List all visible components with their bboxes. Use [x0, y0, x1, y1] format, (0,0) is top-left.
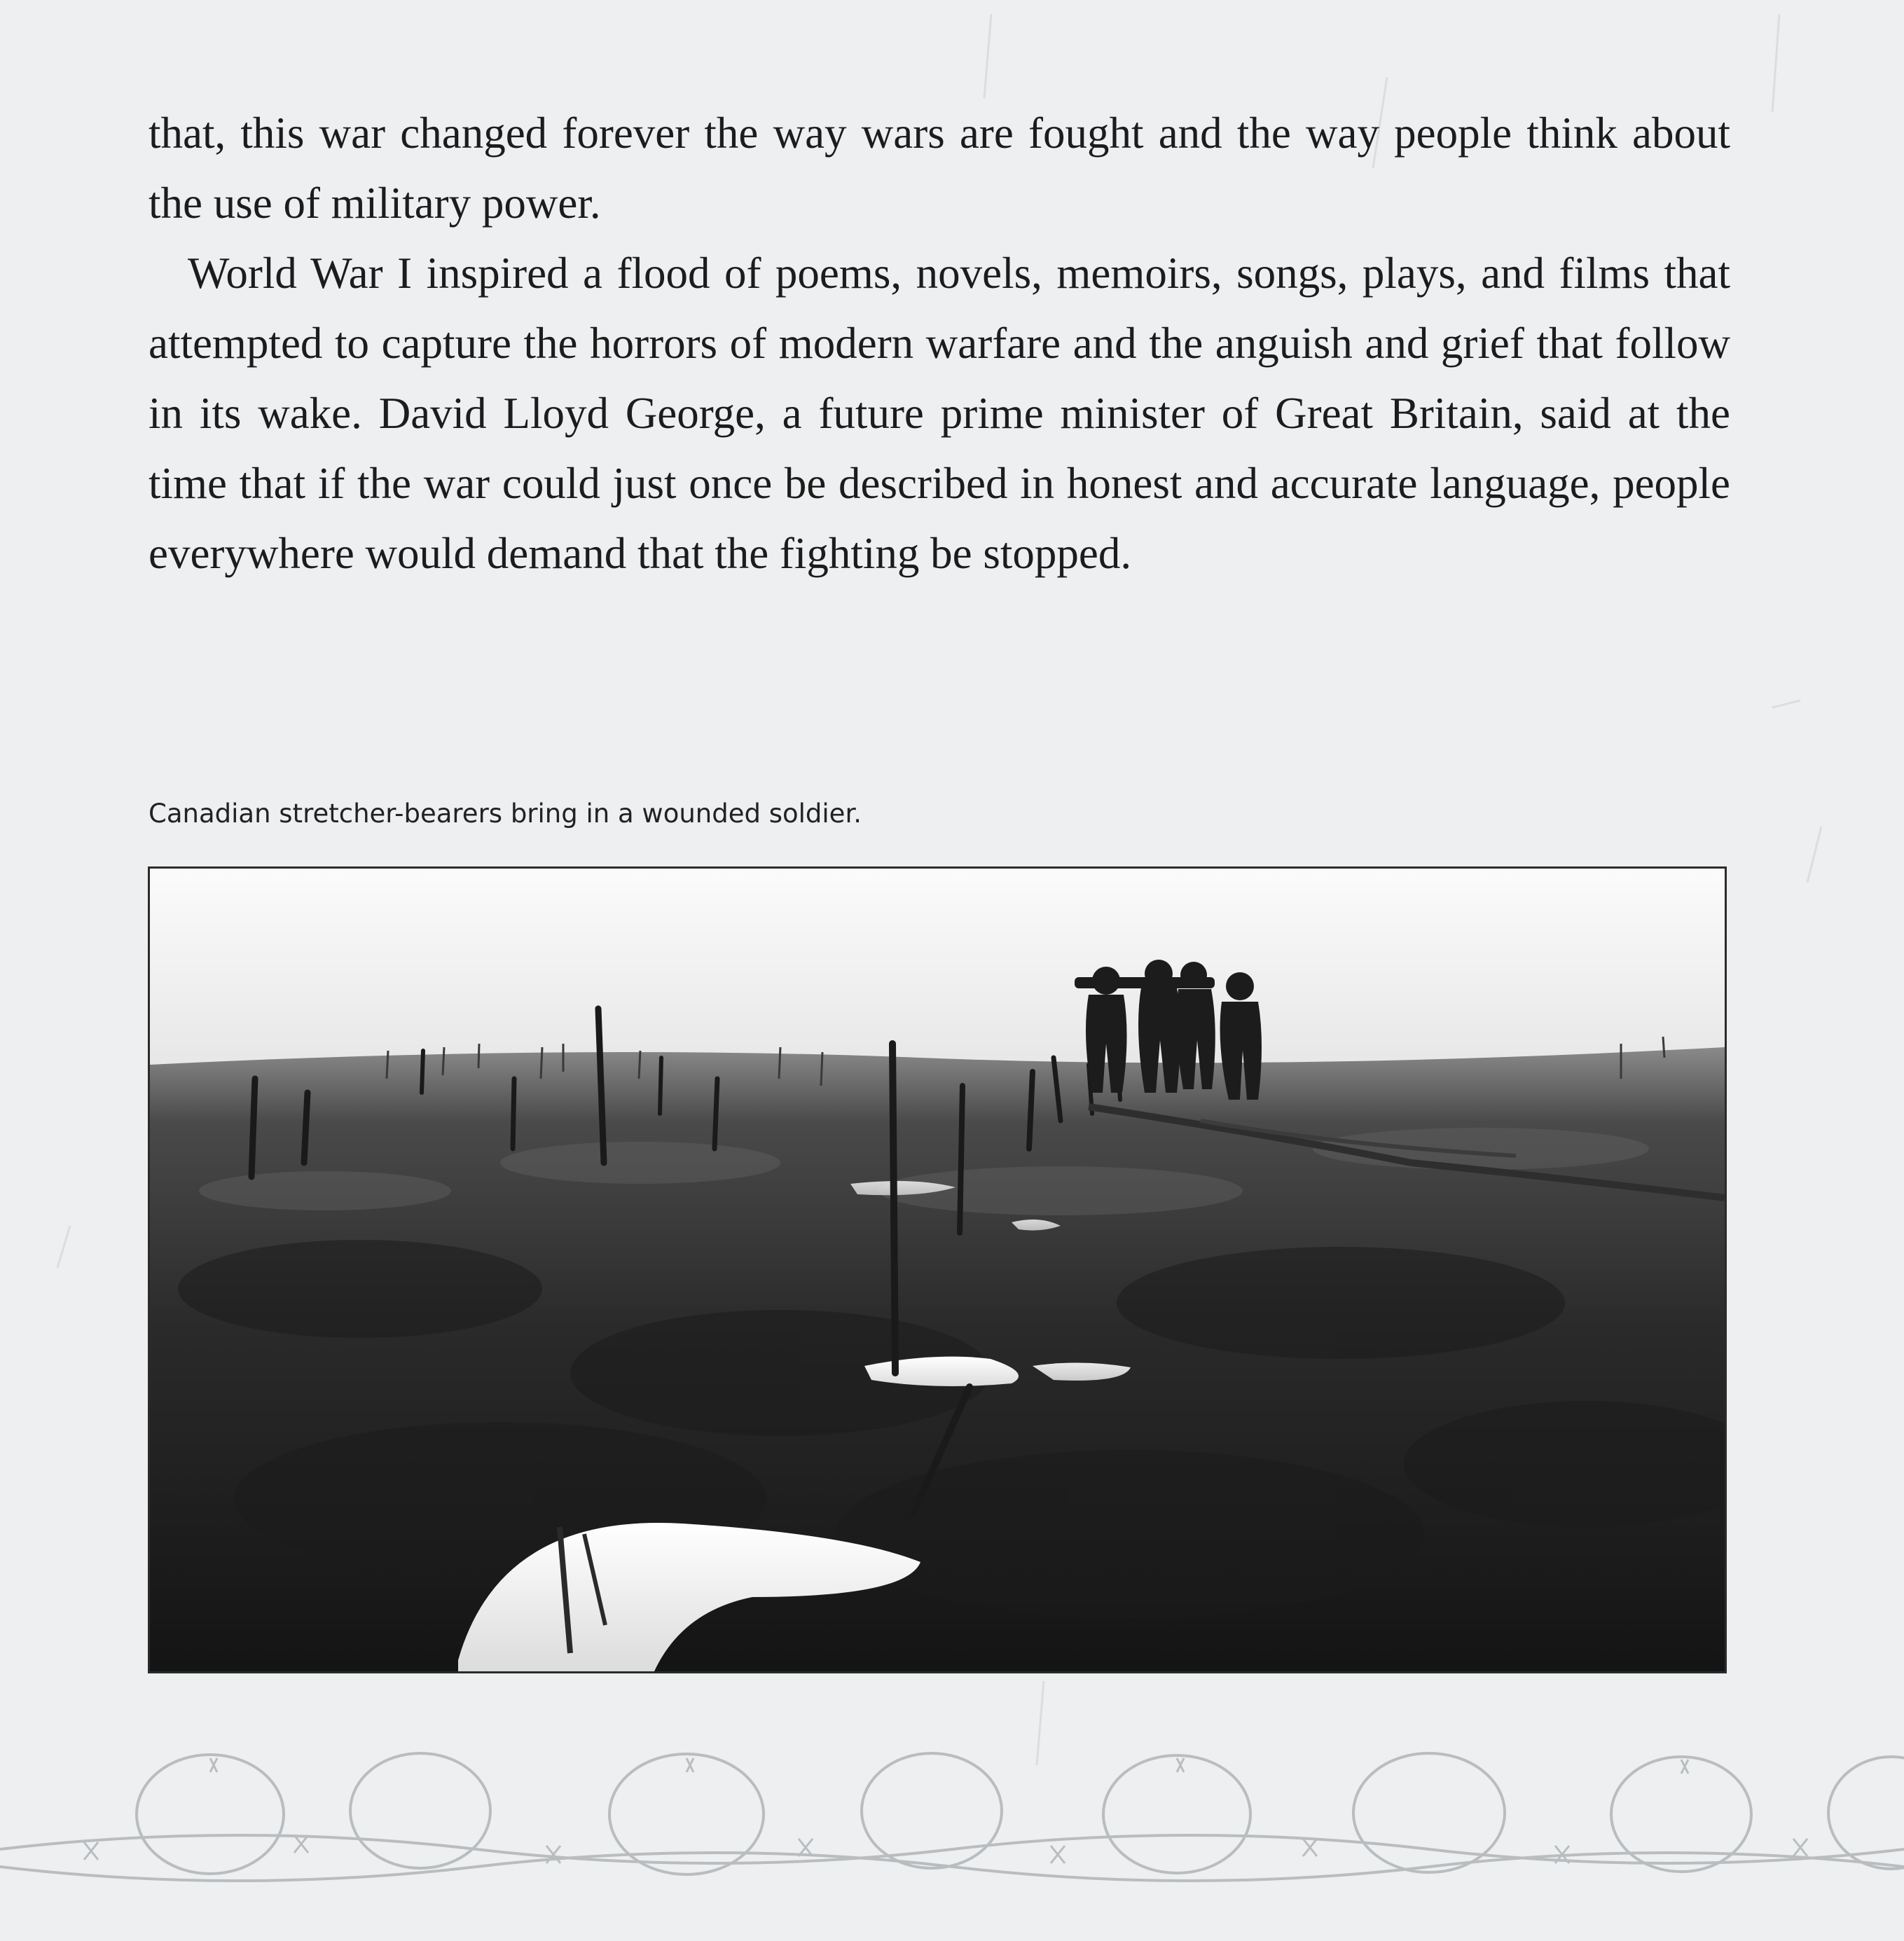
paragraph-1: that, this war changed forever the way wars are fought and the way people think about the use of military power. [149, 109, 1730, 228]
paragraph-2: World War I inspired a flood of poems, novels, memoirs, songs, plays, and films that attempted to capture the horrors of modern warfare and the anguish and grief that follow in its wake. David Lloyd George, a future prime minister of Great Britain, said at the time that if the war could just once be described in honest and accurate language, people everywhere would demand that the fighting be stopped. [149, 249, 1730, 578]
battlefield-photo [148, 866, 1727, 1673]
barbed-wire-border [0, 1744, 1904, 1941]
body-text [149, 98, 1730, 588]
photo-caption: Canadian stretcher-bearers bring in a wounded soldier. [149, 799, 862, 829]
